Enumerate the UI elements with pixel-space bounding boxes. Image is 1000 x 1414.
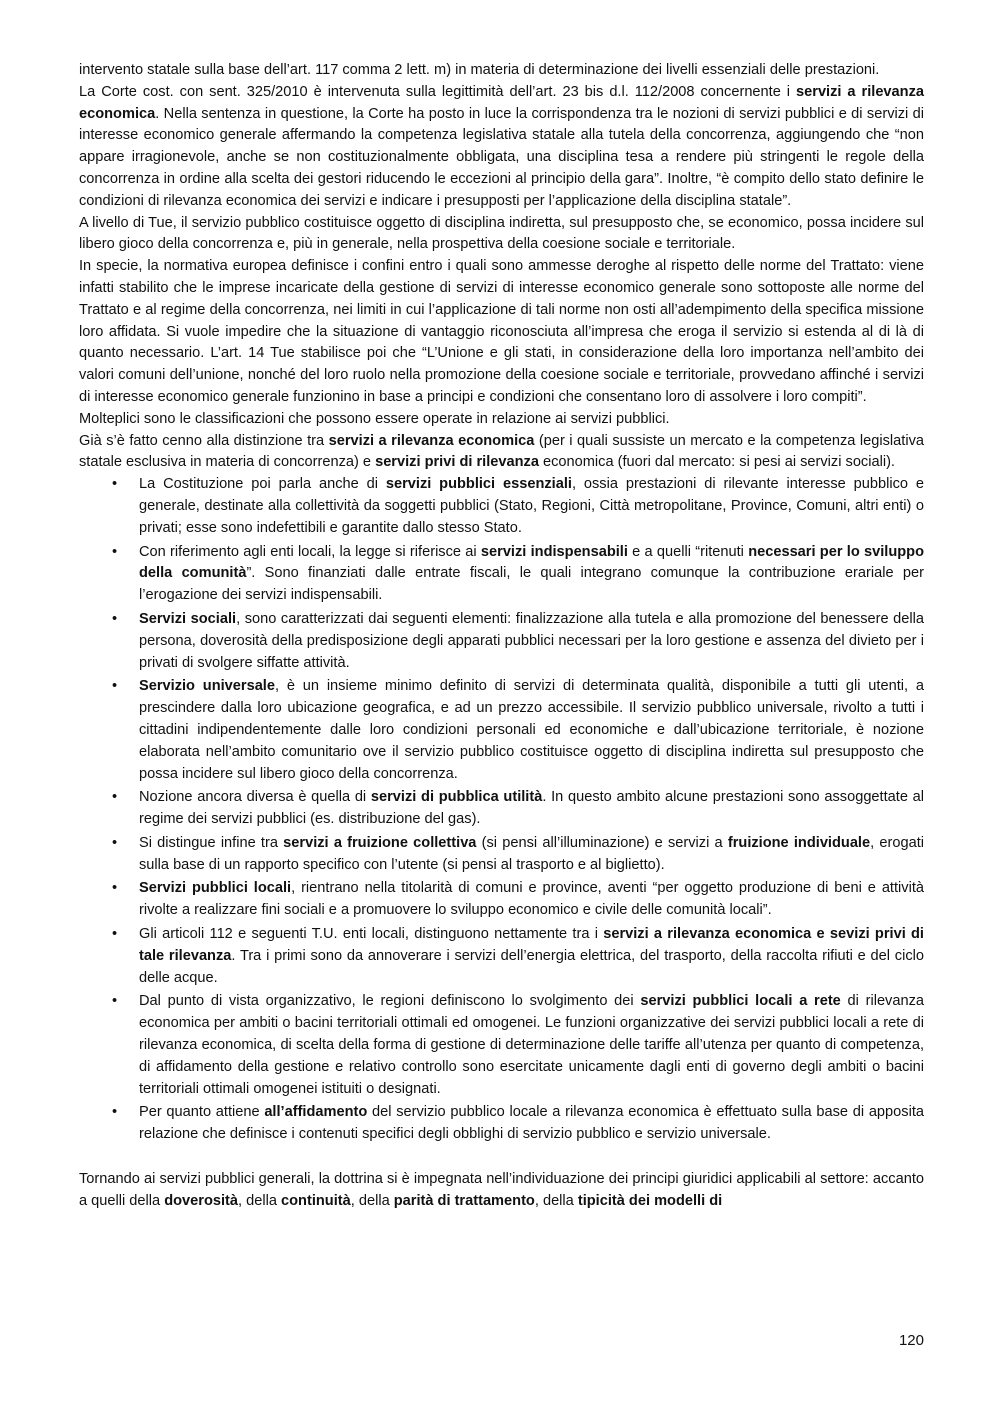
list-item [79,474,924,539]
paragraph [79,60,924,82]
bold-term: Servizi pubblici locali [139,880,292,897]
text-run: intervento statale sulla base dell’art. 117 comma 2 lett. m) in materia di determinazione dei livelli essenziali delle prestazioni. [79,62,880,78]
list-item-text [139,476,924,536]
bullet-icon: • [112,880,118,897]
bold-term: doverosità [164,1192,239,1209]
bold-term: servizi a rilevanza economica [328,432,535,449]
bullet-icon: • [112,993,118,1010]
text-run: In specie, la normativa europea definisce i confini entro i quali sono ammesse deroghe al rispetto delle norme del Trattato: viene infatti stabilito che le imprese incaricate della gestione di servizi di interesse economico generale sono sottoposte alle norme del Trattato e al regime della concorrenza, nei limiti in cui l’applicazione di tali norme non osti all’adempimento della specifica missione loro affidata. Si vuole impedire che la situazione di vantaggio riconosciuta all’impresa che eroga il servizio si estenda al di là di quanto necessario. L’art. 14 Tue stabilisce poi che “L’Unione e gli stati, in considerazione della loro importanza nell’ambito dei valori comuni dell’unione, nonché del loro ruolo nella promozione della coesione sociale e territoriale, provvedano affinché i servizi di interesse economico generale funzionino in base a principi e condizioni che consentano loro di assolvere i loro compiti”. [79,258,924,405]
bold-term: servizi a fruizione collettiva [283,834,477,851]
paragraph [79,431,924,475]
bold-term: tipicità dei modelli di [577,1192,723,1209]
bold-term: servizi privi di rilevanza [375,454,539,471]
bullet-icon: • [112,476,118,493]
list-item-text [139,544,924,604]
text-run: Nozione ancora diversa è quella di [139,789,371,806]
text-run: La Costituzione poi parla anche di [139,476,386,493]
text-run: . Nella sentenza in questione, la Corte ha posto in luce la corrispondenza tra le nozioni di servizi pubblici e di servizi di interesse economico generale affermando la competenza legislativa statale alla tutela della concorrenza, aggiungendo che “non appare irragionevole, anche se non costituzionalmente obbligata, una disciplina tesa a rendere più stringenti le regole della concorrenza in ordine alla scelta dei gestori riducendo le eccezioni al principio della gara”. Inoltre, “è compito dello stato definire le condizioni di rilevanza economica dei servizi e indicare i presupposti per l’applicazione della disciplina statale”. [79,105,924,209]
page-number: 120 [898,1332,924,1349]
spacer [79,1148,924,1169]
paragraph [79,213,924,257]
text-run: Si distingue infine tra [139,834,284,851]
bold-term: continuità [281,1192,351,1209]
list-item-text [139,789,924,827]
text-run: Gli articoli 112 e seguenti T.U. enti locali, distinguono nettamente tra i [139,926,604,943]
bold-term: servizi pubblici essenziali [385,476,572,493]
list-item-text [139,611,924,671]
text-run: , erogati sulla base di un rapporto specifico con l’utente (si pensi al trasporto e al biglietto). [139,834,924,873]
text-run: (si pensi all’illuminazione) e servizi a [476,834,728,851]
bold-term: Servizi sociali [139,610,237,627]
list-item [79,787,924,831]
text-run: e a quelli “ritenuti [627,543,749,560]
text-run: , della [350,1192,394,1209]
body-text-top [79,60,924,474]
list-item [79,833,924,877]
document-page [79,60,924,1213]
bold-term: servizi a rilevanza economica e sevizi privi di tale rilevanza [139,926,924,964]
list-item [79,542,924,607]
text-run: , della [238,1192,282,1209]
list-item [79,676,924,785]
bullet-icon: • [112,678,118,695]
list-item [79,1102,924,1146]
text-run: . In questo ambito alcune prestazioni sono assoggettate al regime dei servizi pubblici (es. distribuzione del gas). [139,789,925,828]
bold-term: necessari per lo sviluppo della comunità [139,543,924,582]
text-run: , della [534,1192,578,1209]
text-run: del servizio pubblico locale a rilevanza economica è effettuato sulla base di apposita relazione che definisce i contenuti specifici degli obblighi di servizio pubblico e servizio universale. [139,1104,924,1143]
list-item-text [139,993,924,1096]
text-run: (per i quali sussiste un mercato e la competenza legislativa statale esclusiva in materia di concorrenza) e [79,432,924,471]
list-item [79,991,924,1100]
bullet-icon: • [112,543,118,560]
list-item-text [139,1104,924,1142]
text-run: ”. Sono finanziati dalle entrate fiscali, le quali integrano comunque la contribuzione erariale per l’erogazione dei servizi indispensabili. [139,565,924,604]
list-item [79,924,924,989]
list-item [79,609,924,674]
bold-term: servizi di pubblica utilità [370,789,543,806]
text-run: , ossia prestazioni di rilevante interesse pubblico e generale, destinate alla collettività da soggetti pubblici (Stato, Regioni, Città metropolitane, Province, Comuni, altri enti) o privati; esse sono indefettibili e garantite dallo stesso Stato. [139,476,925,536]
text-run: Molteplici sono le classificazioni che possono essere operate in relazione ai servizi pubblici. [79,410,670,427]
bold-term: servizi a rilevanza economica [79,83,924,122]
text-run: Per quanto attiene [139,1104,265,1121]
bold-term: fruizione individuale [727,834,871,851]
bullet-icon: • [112,610,118,627]
bold-term: servizi indispensabili [480,543,628,560]
paragraph [79,256,924,409]
list-item-text [139,880,924,918]
bullet-icon: • [112,1104,118,1121]
bold-term: servizi pubblici locali a rete [640,993,841,1010]
text-run: , rientrano nella titolarità di comuni e province, aventi “per oggetto produzione di beni e attività rivolte a realizzare fini sociali e a promuovere lo sviluppo economico e civile delle comunità locali”. [139,880,924,919]
text-run: , sono caratterizzati dai seguenti elementi: finalizzazione alla tutela e alla promozione del benessere della persona, doverosità della predisposizione degli apparati pubblici necessari per la loro gestione e assenza del divieto per i privati di svolgere siffatte attività. [139,610,924,671]
paragraph [79,409,924,431]
text-run: A livello di Tue, il servizio pubblico costituisce oggetto di disciplina indiretta, sul presupposto che, se economico, possa incidere sul libero gioco della concorrenza e, più in generale, nella prospettiva della coesione sociale e territoriale. [79,214,924,253]
text-run: Già s’è fatto cenno alla distinzione tra [79,432,329,449]
bold-term: Servizio universale [139,678,275,695]
text-run: . Tra i primi sono da annoverare i servizi dell’energia elettrica, del trasporto, della raccolta rifiuti e del ciclo delle acque. [139,947,924,986]
text-run: Con riferimento agli enti locali, la legge si riferisce ai [139,543,481,560]
text-run: La Corte cost. con sent. 325/2010 è intervenuta sulla legittimità dell’art. 23 bis d.l. 112/2008 concernente i [79,83,797,100]
list-item-text [139,835,924,873]
text-run: Tornando ai servizi pubblici generali, la dottrina si è impegnata nell’individuazione dei principi giuridici applicabili al settore: accanto a quelli della [79,1171,924,1209]
bullet-icon: • [112,789,118,806]
list-item-text [139,926,924,986]
paragraph [79,82,924,213]
list-item-text [139,678,924,781]
list-item [79,878,924,922]
bullet-icon: • [112,834,118,851]
bullet-icon: • [112,926,118,943]
bullet-list [79,474,924,1146]
bold-term: parità di trattamento [393,1192,535,1209]
text-run: Dal punto di vista organizzativo, le regioni definiscono lo svolgimento dei [139,993,641,1010]
text-run: , è un insieme minimo definito di servizi di determinata qualità, disponibile a tutti gli utenti, a prescindere dalla loro ubicazione geografica, e ad un prezzo accessibile. Il servizio pubblico universale, rivolto a tutti i cittadini indipendentemente dalle loro condizioni personali ed economiche e dall’ubicazione territoriale, è nozione elaborata nell’ambito comunitario ove il servizio pubblico costituisce oggetto di disciplina indiretta sul presupposto che possa incidere sul libero gioco della concorrenza. [139,678,924,782]
text-run: economica (fuori dal mercato: si pesi ai servizi sociali). [538,454,895,471]
paragraph-closing [79,1169,924,1213]
text-run: di rilevanza economica per ambiti o bacini territoriali ottimali ed omogenei. Le funzioni organizzative dei servizi pubblici locali a rete di rilevanza economica, di scelta della forma di gestione di determinazione delle tariffe all’utenza per quanto di competenza, di affidamento della gestione e relativo controllo sono esercitate unicamente dagli enti di governo degli ambiti o bacini territoriali ottimali omogenei istituiti o designati. [139,993,925,1097]
bold-term: all’affidamento [264,1104,368,1121]
